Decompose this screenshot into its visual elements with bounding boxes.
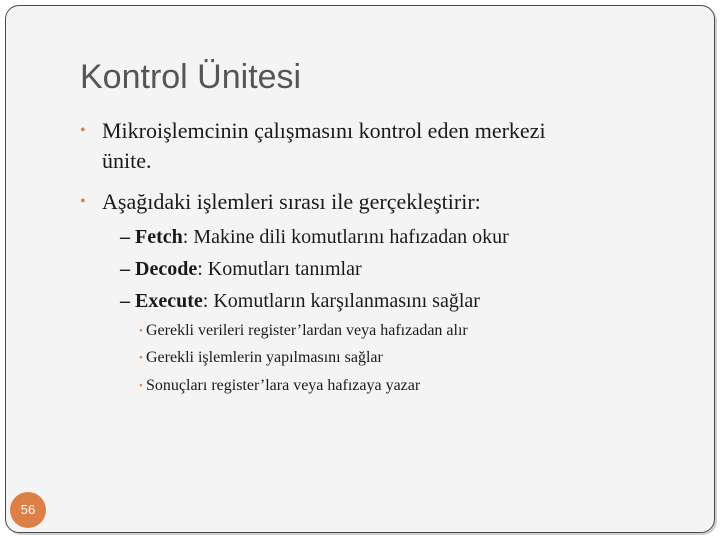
dash-marker: –	[120, 226, 130, 248]
page-number-badge: 56	[10, 492, 46, 528]
dash-marker: –	[120, 258, 130, 280]
step-description: : Komutların karşılanmasını sağlar	[202, 290, 480, 312]
step-term: Fetch	[135, 226, 183, 248]
step-term: Decode	[135, 258, 198, 280]
sub-bullet-icon: •	[139, 352, 143, 364]
bullet-icon: •	[80, 122, 86, 139]
step-description: : Komutları tanımlar	[197, 258, 362, 280]
slide-title: Kontrol Ünitesi	[80, 58, 302, 96]
step-term: Execute	[135, 290, 203, 312]
step-item-fetch	[120, 224, 509, 250]
bullet-icon: •	[80, 193, 86, 210]
step-description: : Makine dili komutlarını hafızadan okur	[182, 226, 509, 248]
step-item-execute	[120, 288, 480, 314]
step-item-decode	[120, 256, 362, 282]
sub-bullet-icon: •	[139, 325, 143, 337]
dash-marker: –	[120, 290, 130, 312]
sub-item-text: Gerekli işlemlerin yapılmasını sağlar	[146, 349, 383, 366]
bullet-text: ünite.	[102, 148, 152, 173]
sub-item-text: Gerekli verileri register’lardan veya hafızadan alır	[146, 322, 468, 339]
bullet-text: Aşağıdaki işlemleri sırası ile gerçekleştirir:	[102, 189, 481, 214]
sub-bullet-icon: •	[139, 380, 143, 392]
bullet-text: Mikroişlemcinin çalışmasını kontrol eden merkezi	[102, 118, 546, 143]
sub-item-text: Sonuçları register’lara veya hafızaya yazar	[146, 377, 421, 394]
